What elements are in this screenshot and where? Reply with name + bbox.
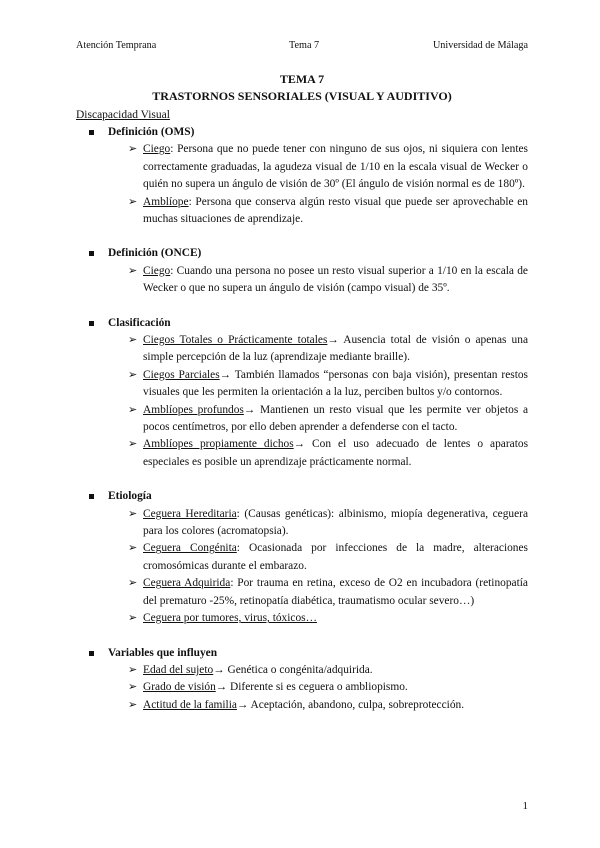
section bbox=[76, 488, 528, 627]
item-term: Ceguera Adquirida bbox=[143, 577, 231, 590]
list-item bbox=[76, 610, 528, 627]
arrow-bullet-icon: ➢ bbox=[128, 612, 138, 625]
list-item bbox=[76, 662, 528, 679]
item-term: Amblíopes profundos bbox=[143, 403, 244, 416]
page-header bbox=[76, 39, 528, 53]
item-list bbox=[76, 332, 528, 471]
section-heading-text: Clasificación bbox=[108, 316, 171, 329]
list-item bbox=[76, 367, 528, 402]
square-bullet-icon bbox=[89, 321, 94, 326]
item-term: Ceguera Hereditaria bbox=[143, 507, 237, 520]
square-bullet-icon bbox=[89, 651, 94, 656]
list-item bbox=[76, 332, 528, 367]
item-description: → Ausencia total de visión o apenas una simple percepción de la luz (aprendizaje mediante braille). bbox=[143, 334, 528, 364]
item-term: Ceguera Congénita bbox=[143, 542, 237, 555]
section bbox=[76, 645, 528, 715]
arrow-bullet-icon: ➢ bbox=[128, 542, 138, 555]
list-item bbox=[76, 575, 528, 610]
item-description: : Persona que conserva algún resto visual que puede ser aprovechable en muchas situaciones de aprendizaje. bbox=[143, 195, 528, 226]
list-item bbox=[76, 697, 528, 714]
list-item bbox=[76, 679, 528, 696]
arrow-bullet-icon: ➢ bbox=[128, 507, 138, 520]
list-item bbox=[76, 141, 528, 193]
item-description: → Mantienen un resto visual que les permite ver objetos a pocos centímetros, por ello deben aprender a defenderse con el tacto. bbox=[143, 403, 528, 434]
section-heading-text: Etiología bbox=[108, 490, 152, 503]
list-item bbox=[76, 436, 528, 471]
item-description: → Aceptación, abandono, culpa, sobreprotección. bbox=[236, 698, 465, 711]
square-bullet-icon bbox=[89, 251, 94, 256]
arrow-bullet-icon: ➢ bbox=[128, 698, 138, 711]
arrow-bullet-icon: ➢ bbox=[128, 143, 138, 156]
list-item bbox=[76, 263, 528, 298]
item-term: Amblíopes propiamente dichos bbox=[143, 438, 294, 451]
item-description: → Diferente si es ceguera o ambliopismo. bbox=[215, 681, 408, 694]
item-description: → Genética o congénita/adquirida. bbox=[213, 663, 373, 676]
page-subtitle: TRASTORNOS SENSORIALES (VISUAL Y AUDITIVO) bbox=[152, 89, 452, 103]
header-topic: Tema 7 bbox=[289, 40, 320, 51]
section-heading bbox=[76, 315, 528, 332]
section-heading-text: Definición (ONCE) bbox=[108, 247, 202, 260]
arrow-bullet-icon: ➢ bbox=[128, 195, 138, 208]
section bbox=[76, 245, 528, 297]
arrow-bullet-icon: ➢ bbox=[128, 368, 138, 381]
item-term: Grado de visión bbox=[143, 681, 216, 694]
page-title: TEMA 7 bbox=[279, 72, 325, 86]
section-heading-text: Definición (OMS) bbox=[108, 126, 195, 138]
list-item bbox=[76, 506, 528, 541]
arrow-bullet-icon: ➢ bbox=[128, 681, 138, 694]
arrow-bullet-icon: ➢ bbox=[128, 334, 138, 347]
item-term: Ciegos Totales o Prácticamente totales bbox=[143, 334, 328, 347]
item-description: : Ocasionada por infecciones de la madre, alteraciones cromosómicas durante el embarazo. bbox=[143, 542, 528, 572]
arrow-bullet-icon: ➢ bbox=[128, 577, 138, 590]
item-description: : Por trauma en retina, exceso de O2 en incubadora (retinopatía del prematuro -25%, retinopatía diabética, traumatismo ocular severo…) bbox=[143, 577, 528, 607]
item-description: → Con el uso adecuado de lentes o aparatos especiales es posible un aprendizaje prácticamente normal. bbox=[143, 438, 529, 468]
arrow-bullet-icon: ➢ bbox=[128, 264, 138, 277]
item-term: Actitud de la familia bbox=[143, 698, 237, 711]
section-heading bbox=[76, 245, 528, 262]
item-list bbox=[76, 662, 528, 714]
title-block bbox=[76, 71, 528, 105]
section-heading bbox=[76, 645, 528, 662]
arrow-bullet-icon: ➢ bbox=[128, 438, 138, 451]
item-description: : Persona que no puede tener con ninguno de sus ojos, ni siquiera con lentes correctamente graduadas, la agudeza visual de 1/10 en la escala visual de Wecker o quién no supera un ángulo de visión de 30º (El ángulo de visión normal es de 180º). bbox=[143, 143, 528, 191]
item-term: Ciego bbox=[143, 143, 171, 156]
page-number: 1 bbox=[522, 800, 528, 812]
square-bullet-icon bbox=[89, 130, 94, 135]
section-subheading: Discapacidad Visual bbox=[76, 109, 170, 121]
item-term: Edad del sujeto bbox=[143, 663, 214, 676]
item-list bbox=[76, 263, 528, 298]
document-body bbox=[76, 124, 528, 731]
item-term: Ciegos Parciales bbox=[143, 368, 220, 381]
section-heading-text: Variables que influyen bbox=[108, 646, 218, 659]
item-list bbox=[76, 141, 528, 228]
item-description: : (Causas genéticas): albinismo, miopía degenerativa, ceguera para los colores (acromatopsia). bbox=[143, 507, 528, 538]
item-term: Ceguera por tumores, virus, tóxicos… bbox=[143, 612, 317, 625]
arrow-bullet-icon: ➢ bbox=[128, 403, 138, 416]
list-item bbox=[76, 402, 528, 437]
list-item bbox=[76, 194, 528, 229]
square-bullet-icon bbox=[89, 494, 94, 499]
item-term: Amblíope bbox=[143, 195, 189, 208]
header-course: Atención Temprana bbox=[76, 40, 157, 51]
section bbox=[76, 315, 528, 472]
header-university: Universidad de Málaga bbox=[432, 40, 528, 51]
section bbox=[76, 124, 528, 228]
arrow-bullet-icon: ➢ bbox=[128, 663, 138, 676]
item-list bbox=[76, 506, 528, 628]
list-item bbox=[76, 540, 528, 575]
item-description: → También llamados “personas con baja visión), presentan restos visuales que les permiten la orientación a la luz, perciben bultos y/o contornos. bbox=[143, 368, 528, 399]
item-term: Ciego bbox=[143, 264, 171, 277]
section-heading bbox=[76, 488, 528, 505]
item-description: : Cuando una persona no posee un resto visual superior a 1/10 en la escala de Wecker o que no supera un ángulo de visión (campo visual) de 35º. bbox=[143, 264, 528, 295]
section-heading bbox=[76, 124, 528, 141]
